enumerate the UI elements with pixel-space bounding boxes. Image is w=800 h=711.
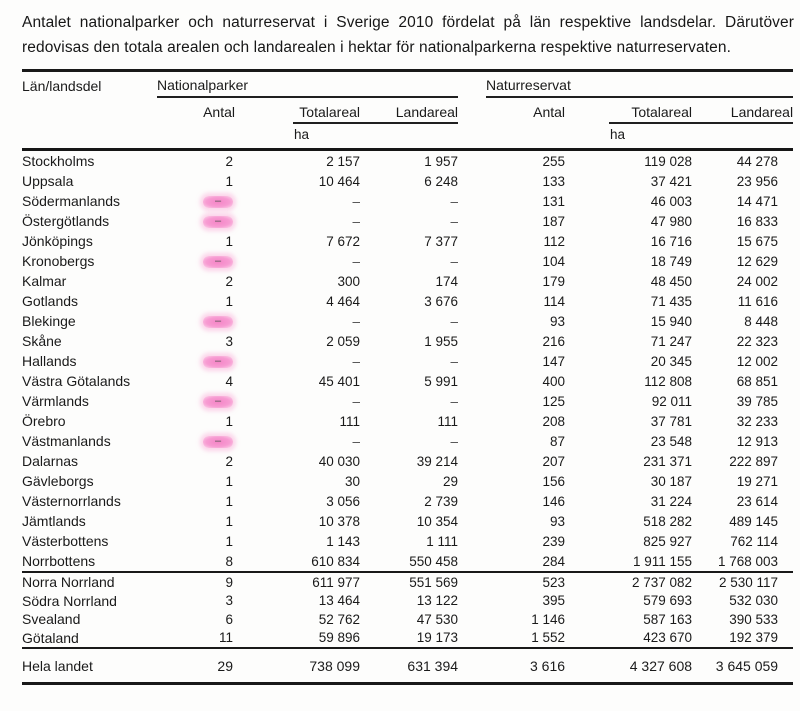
pink-highlight-mark: – xyxy=(203,216,233,228)
missing-value-dash: – xyxy=(450,253,459,269)
county-name-cell: Uppsala xyxy=(22,173,74,189)
pink-highlight-mark: – xyxy=(203,316,233,328)
table-row xyxy=(22,629,793,649)
np-landareal-cell: 39 214 xyxy=(416,453,459,469)
nr-totalareal-cell: 30 187 xyxy=(650,473,693,489)
pink-highlight-mark: – xyxy=(203,396,233,408)
np-totalareal-cell: 610 834 xyxy=(257,551,360,572)
np-totalareal-cell xyxy=(257,251,360,271)
table-row xyxy=(22,231,793,251)
np-landareal-cell: 3 676 xyxy=(424,293,459,309)
county-name-cell: Södermanlands xyxy=(22,193,121,209)
nr-antal-cell: 114 xyxy=(543,293,566,309)
np-antal-cell: 11 xyxy=(157,629,257,649)
table-row xyxy=(22,551,793,572)
nr-landareal-cell: 192 379 xyxy=(692,629,793,649)
table-row xyxy=(22,331,793,351)
nr-landareal-cell: 762 114 xyxy=(730,533,779,549)
np-antal-cell: 4 xyxy=(225,373,233,389)
np-landareal-cell: 551 569 xyxy=(409,574,459,590)
np-antal-cell: 1 xyxy=(225,493,233,509)
county-name-cell: Dalarnas xyxy=(22,453,79,469)
np-landareal-cell xyxy=(360,391,458,411)
nr-landareal-cell: 1 768 003 xyxy=(692,551,793,572)
np-landareal-cell: 19 173 xyxy=(360,629,458,649)
np-antal-cell xyxy=(157,311,257,331)
county-name-cell: Norrbottens xyxy=(22,551,157,572)
nr-antal-cell: 133 xyxy=(542,173,566,189)
table-row xyxy=(22,391,793,411)
nr-antal-cell: 187 xyxy=(542,213,566,229)
pink-highlight-mark: – xyxy=(203,356,233,368)
np-antal-cell xyxy=(157,211,257,231)
nr-landareal-cell: 32 233 xyxy=(736,413,779,429)
missing-value-dash: – xyxy=(450,193,459,209)
np-totalareal-cell xyxy=(257,191,360,211)
county-name-cell: Gotlands xyxy=(22,293,79,309)
np-antal-cell: 1 xyxy=(225,233,233,249)
table-body xyxy=(22,150,793,684)
np-totalareal-cell: 2 059 xyxy=(326,333,360,349)
table-row xyxy=(22,431,793,451)
np-antal-cell: 3 xyxy=(225,593,233,609)
np-antal-cell: 1 xyxy=(225,533,233,549)
unit-label-nr-ha: ha xyxy=(609,122,793,143)
nr-totalareal-cell: 825 927 xyxy=(643,533,693,549)
nr-antal-cell: 207 xyxy=(542,453,566,469)
np-landareal-cell xyxy=(360,431,458,451)
nr-totalareal-cell: 37 421 xyxy=(650,173,693,189)
nr-totalareal-cell: 71 435 xyxy=(650,293,693,309)
county-name-cell: Kalmar xyxy=(22,273,67,289)
nr-antal-cell: 3 616 xyxy=(529,658,566,674)
nr-antal-cell: 104 xyxy=(542,253,566,269)
np-landareal-cell: 13 122 xyxy=(416,593,459,609)
county-name-cell: Jämtlands xyxy=(22,513,86,529)
header-nr-landareal: Landareal xyxy=(730,104,794,120)
np-landareal-cell: 1 955 xyxy=(424,333,459,349)
np-antal-cell: 8 xyxy=(157,551,257,572)
np-landareal-cell xyxy=(360,351,458,371)
missing-value-dash: – xyxy=(352,213,360,229)
nr-antal-cell: 208 xyxy=(542,413,566,429)
np-antal-cell xyxy=(157,191,257,211)
header-np-totalareal: Totalareal xyxy=(299,104,360,120)
table-row xyxy=(22,291,793,311)
nr-antal-cell: 255 xyxy=(542,153,566,169)
pink-highlight-mark: – xyxy=(203,256,233,268)
nr-totalareal-cell: 48 450 xyxy=(650,273,693,289)
nr-antal-cell: 112 xyxy=(543,233,566,249)
nr-landareal-cell: 222 897 xyxy=(729,453,779,469)
np-antal-cell: 3 xyxy=(225,333,233,349)
np-totalareal-cell: 3 056 xyxy=(326,493,360,509)
np-landareal-cell: 7 377 xyxy=(424,233,459,249)
county-name-cell: Norra Norrland xyxy=(22,574,115,591)
np-totalareal-cell xyxy=(257,211,360,231)
county-name-cell: Östergötlands xyxy=(22,213,110,229)
missing-value-dash: – xyxy=(352,253,360,269)
nr-antal-cell: 1 552 xyxy=(458,629,565,649)
county-name-cell: Skåne xyxy=(22,333,62,349)
table-row xyxy=(22,311,793,331)
nr-totalareal-cell: 2 737 082 xyxy=(631,574,693,590)
nr-landareal-cell: 22 323 xyxy=(736,333,779,349)
missing-value-dash: – xyxy=(352,433,360,449)
county-name-cell: Kronobergs xyxy=(22,253,95,269)
nr-totalareal-cell: 46 003 xyxy=(650,193,693,209)
missing-value-dash: – xyxy=(450,393,459,409)
np-landareal-cell xyxy=(360,251,458,271)
county-name-cell: Hela landet xyxy=(22,658,93,674)
nr-landareal-cell: 11 616 xyxy=(737,293,779,309)
table-row xyxy=(22,511,793,531)
nr-antal-cell: 156 xyxy=(542,473,566,489)
nr-totalareal-cell: 587 163 xyxy=(643,611,693,627)
table-row xyxy=(22,351,793,371)
table-row xyxy=(22,271,793,291)
np-antal-cell: 2 xyxy=(225,453,233,469)
np-antal-cell: 9 xyxy=(225,574,233,590)
county-name-cell: Jönköpings xyxy=(22,233,93,249)
header-nr-antal: Antal xyxy=(533,104,566,120)
nr-totalareal-cell: 4 327 608 xyxy=(629,658,693,674)
nr-antal-cell: 147 xyxy=(542,353,566,369)
table-header xyxy=(22,71,793,150)
np-antal-cell xyxy=(157,351,257,371)
np-landareal-cell: 631 394 xyxy=(407,658,459,674)
np-totalareal-cell: 111 xyxy=(339,413,360,429)
nr-landareal-cell: 16 833 xyxy=(736,213,779,229)
np-totalareal-cell: 10 464 xyxy=(318,173,360,189)
missing-value-dash: – xyxy=(450,353,459,369)
nr-antal-cell: 523 xyxy=(542,574,566,590)
nr-landareal-cell: 3 645 059 xyxy=(715,658,779,674)
nr-landareal-cell: 532 030 xyxy=(729,593,779,609)
nr-landareal-cell: 19 271 xyxy=(736,473,779,489)
county-name-cell: Svealand xyxy=(22,611,81,628)
nr-landareal-cell: 24 002 xyxy=(736,273,779,289)
np-antal-cell: 1 xyxy=(225,293,233,309)
nr-landareal-cell: 12 002 xyxy=(736,353,779,369)
county-name-cell: Värmlands xyxy=(22,393,89,409)
np-landareal-cell: 10 354 xyxy=(416,513,459,529)
county-name-cell: Västra Götalands xyxy=(22,373,131,389)
nr-landareal-cell: 489 145 xyxy=(729,513,779,529)
missing-value-dash: – xyxy=(352,313,360,329)
np-totalareal-cell: 13 464 xyxy=(318,593,360,609)
nr-totalareal-cell: 37 781 xyxy=(650,413,693,429)
header-lan-landsdel: Län/landsdel xyxy=(22,78,102,94)
table-row xyxy=(22,491,793,511)
np-totalareal-cell: 738 099 xyxy=(309,658,360,674)
table-row xyxy=(22,251,793,271)
nr-totalareal-cell: 18 749 xyxy=(650,253,693,269)
county-name-cell: Västmanlands xyxy=(22,433,111,449)
nr-antal-cell: 93 xyxy=(550,513,566,529)
nr-antal-cell: 146 xyxy=(542,493,566,509)
nr-totalareal-cell: 579 693 xyxy=(643,593,693,609)
nr-antal-cell: 131 xyxy=(542,193,566,209)
np-totalareal-cell xyxy=(257,391,360,411)
np-antal-cell: 2 xyxy=(225,153,233,169)
nr-antal-cell: 239 xyxy=(542,533,566,549)
np-totalareal-cell: 10 378 xyxy=(318,513,360,529)
table-row xyxy=(22,371,793,391)
missing-value-dash: – xyxy=(352,353,360,369)
np-landareal-cell: 174 xyxy=(435,273,459,289)
missing-value-dash: – xyxy=(352,193,360,209)
missing-value-dash: – xyxy=(352,393,360,409)
header-np-antal: Antal xyxy=(203,104,235,120)
nr-antal-cell: 284 xyxy=(458,551,565,572)
table-row xyxy=(22,211,793,231)
nr-totalareal-cell: 15 940 xyxy=(650,313,693,329)
nr-antal-cell: 179 xyxy=(542,273,566,289)
nr-landareal-cell: 12 913 xyxy=(736,433,779,449)
county-name-cell: Gävleborgs xyxy=(22,473,94,489)
header-nr-totalareal: Totalareal xyxy=(631,104,693,120)
county-name-cell: Örebro xyxy=(22,413,66,429)
nr-antal-cell: 93 xyxy=(550,313,566,329)
nr-landareal-cell: 23 614 xyxy=(736,493,779,509)
pink-highlight-mark: – xyxy=(203,196,233,208)
np-totalareal-cell: 7 672 xyxy=(326,233,360,249)
np-totalareal-cell: 45 401 xyxy=(318,373,360,389)
nr-landareal-cell: 44 278 xyxy=(736,153,779,169)
table-row xyxy=(22,592,793,611)
nr-antal-cell: 87 xyxy=(550,433,566,449)
table-row xyxy=(22,531,793,551)
np-totalareal-cell: 52 762 xyxy=(318,611,360,627)
np-totalareal-cell: 59 896 xyxy=(257,629,360,649)
np-totalareal-cell: 300 xyxy=(337,273,360,289)
county-name-cell: Hallands xyxy=(22,353,77,369)
nr-totalareal-cell: 423 670 xyxy=(565,629,692,649)
np-totalareal-cell xyxy=(257,351,360,371)
table-row xyxy=(22,610,793,629)
table-row xyxy=(22,171,793,191)
pink-highlight-mark: – xyxy=(203,436,233,448)
nr-antal-cell: 1 146 xyxy=(531,611,566,627)
np-landareal-cell: 111 xyxy=(437,413,459,429)
nr-totalareal-cell: 23 548 xyxy=(650,433,693,449)
nr-totalareal-cell: 112 808 xyxy=(644,373,693,389)
nr-antal-cell: 125 xyxy=(542,393,566,409)
nr-landareal-cell: 68 851 xyxy=(736,373,779,389)
np-antal-cell: 1 xyxy=(225,513,233,529)
np-landareal-cell xyxy=(360,211,458,231)
table-row xyxy=(22,648,793,684)
np-totalareal-cell: 4 464 xyxy=(326,293,360,309)
nr-totalareal-cell: 16 716 xyxy=(650,233,693,249)
missing-value-dash: – xyxy=(450,213,459,229)
nr-totalareal-cell: 31 224 xyxy=(650,493,693,509)
county-name-cell: Blekinge xyxy=(22,313,76,329)
np-landareal-cell xyxy=(360,311,458,331)
table-row xyxy=(22,471,793,491)
nr-landareal-cell: 39 785 xyxy=(736,393,779,409)
np-antal-cell: 6 xyxy=(225,611,233,627)
np-totalareal-cell xyxy=(257,311,360,331)
nr-antal-cell: 395 xyxy=(542,593,566,609)
np-landareal-cell: 29 xyxy=(443,473,459,489)
county-name-cell: Stockholms xyxy=(22,153,95,169)
nr-totalareal-cell: 231 371 xyxy=(643,453,693,469)
np-antal-cell: 1 xyxy=(225,473,233,489)
np-landareal-cell: 6 248 xyxy=(424,173,459,189)
nr-totalareal-cell: 20 345 xyxy=(650,353,693,369)
np-landareal-cell xyxy=(360,191,458,211)
np-totalareal-cell xyxy=(257,431,360,451)
np-antal-cell: 29 xyxy=(217,658,233,674)
nr-antal-cell: 216 xyxy=(542,333,566,349)
group-header-nationalparker: Nationalparker xyxy=(157,77,458,98)
nr-totalareal-cell: 119 028 xyxy=(644,153,693,169)
np-landareal-cell: 5 991 xyxy=(424,373,459,389)
np-totalareal-cell: 611 977 xyxy=(312,574,360,590)
nr-antal-cell: 400 xyxy=(542,373,566,389)
np-antal-cell: 2 xyxy=(225,273,233,289)
nr-landareal-cell: 15 675 xyxy=(736,233,779,249)
nr-totalareal-cell: 518 282 xyxy=(643,513,693,529)
np-antal-cell xyxy=(157,391,257,411)
nr-totalareal-cell: 47 980 xyxy=(650,213,693,229)
np-totalareal-cell: 30 xyxy=(344,473,360,489)
np-totalareal-cell: 40 030 xyxy=(318,453,360,469)
np-totalareal-cell: 1 143 xyxy=(326,533,360,549)
nr-totalareal-cell: 92 011 xyxy=(651,393,693,409)
np-landareal-cell: 1 957 xyxy=(424,153,459,169)
np-landareal-cell: 1 111 xyxy=(426,533,459,549)
np-antal-cell: 1 xyxy=(225,413,233,429)
np-landareal-cell: 550 458 xyxy=(360,551,458,572)
missing-value-dash: – xyxy=(450,313,459,329)
nr-totalareal-cell: 71 247 xyxy=(650,333,693,349)
nr-landareal-cell: 8 448 xyxy=(744,313,779,329)
table-row xyxy=(22,150,793,172)
table-row xyxy=(22,411,793,431)
county-name-cell: Västerbottens xyxy=(22,533,109,549)
table-row xyxy=(22,572,793,592)
table-row xyxy=(22,191,793,211)
np-landareal-cell: 47 530 xyxy=(416,611,459,627)
missing-value-dash: – xyxy=(450,433,459,449)
header-np-landareal: Landareal xyxy=(395,104,459,120)
nr-landareal-cell: 390 533 xyxy=(729,611,779,627)
nr-landareal-cell: 23 956 xyxy=(736,173,779,189)
np-antal-cell: 1 xyxy=(225,173,233,189)
np-antal-cell xyxy=(157,431,257,451)
county-name-cell: Södra Norrland xyxy=(22,592,117,609)
nr-landareal-cell: 14 471 xyxy=(736,193,779,209)
np-antal-cell xyxy=(157,251,257,271)
nr-landareal-cell: 12 629 xyxy=(736,253,779,269)
nr-landareal-cell: 2 530 117 xyxy=(719,574,779,590)
county-name-cell: Västernorrlands xyxy=(22,493,121,509)
np-totalareal-cell: 2 157 xyxy=(326,153,360,169)
unit-label-np-ha: ha xyxy=(293,122,458,143)
parks-reserves-table xyxy=(22,69,793,685)
np-landareal-cell: 2 739 xyxy=(424,493,459,509)
table-row xyxy=(22,451,793,471)
table-caption: Antalet nationalparker och naturreservat i Sverige 2010 fördelat på län respektive landsdelar. Därutöver redovisas den totala arealen och landarealen i hektar för nationalparkerna respektive naturreservaten. xyxy=(22,14,794,56)
nr-totalareal-cell: 1 911 155 xyxy=(565,551,692,572)
county-name-cell: Götaland xyxy=(22,629,157,649)
group-header-naturreservat: Naturreservat xyxy=(486,77,793,98)
